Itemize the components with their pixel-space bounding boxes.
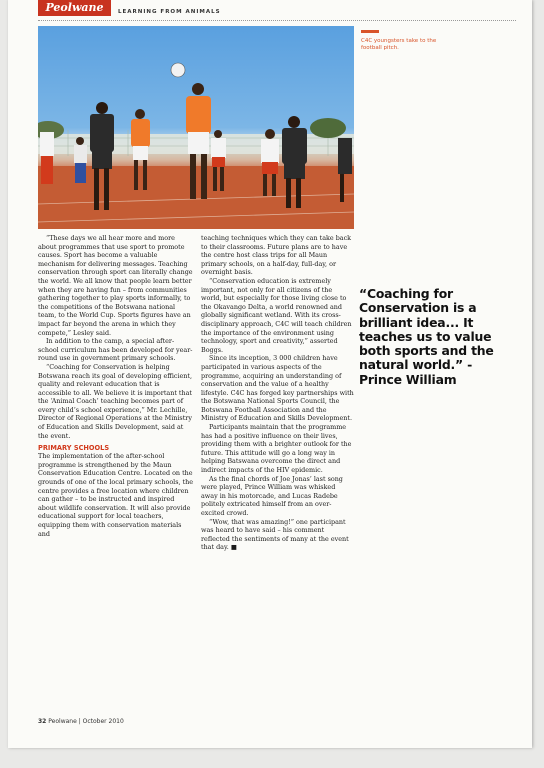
header-divider [38, 20, 516, 21]
caption-accent-bar [361, 30, 379, 33]
paragraph: As the final chords of Joe Jonas’ last song were played, Prince William was whisked away in his motorcade, and Lucas Radebe politely extricated himself from an over-excited crowd. [201, 474, 343, 517]
paragraph: teaching techniques which they can take back to their classrooms. Future plans are to have the centre host class trips for all Maun primary schools, on a half-day, full-day, or overnight basis. [201, 234, 352, 277]
page-number: 32 [38, 718, 47, 725]
article-column-1 [38, 234, 194, 538]
subheading-primary-schools: PRIMARY SCHOOLS [38, 444, 110, 453]
page-footer [38, 718, 124, 725]
football-photo [38, 26, 354, 229]
paragraph: Since its inception, 3 000 children have participated in various aspects of the programme, acquiring an understanding of conservation and the value of a healthy lifestyle. C4C has forged key partnerships with the Botswana National Sports Council, the Botswana Football Association and the Ministry of Education and Skills Development. [201, 354, 354, 423]
section-title: LEARNING FROM ANIMALS [118, 9, 221, 15]
photo-caption: C4C youngsters take to the football pitch. [361, 38, 437, 51]
publication-info: Peolwane | October 2010 [48, 718, 124, 725]
article-column-2 [201, 234, 354, 552]
paragraph: The implementation of the after-school programme is strengthened by the Maun Conservation Education Centre. Located on the grounds of one of the local primary schools, the centre provides a free location where children can gather – to be instructed and inspired about wildlife conservation. It will also provide educational support for local teachers, equipping them with conservation materials and [38, 452, 194, 538]
paragraph: “These days we all hear more and more about programmes that use sport to promote causes. Sport has become a valuable mechanism for delivering messages. Teaching conservation through sport can literally change the world. We all know that people learn better when they are having fun – from communities gathering together to play sports informally, to the competitions of the Botswana national team, to the World Cup. Sports figures have an impact far beyond the arena in which they compete,” Lesley said. [38, 234, 193, 337]
photo-illustration [38, 26, 354, 229]
paragraph: “Coaching for Conservation is helping Botswana reach its goal of developing efficient, quality and relevant education that is accessible to all. We believe it is important that the ‘Animal Coach’ teaching becomes part of every child’s school experience,” Mr. Lechille, Director of Regional Operations at the Ministry of Education and Skills Development, said at the event. [38, 362, 193, 440]
magazine-logo: Peolwane [38, 0, 111, 16]
paragraph: “Conservation education is extremely important, not only for all citizens of the world, but especially for those living close to the Okavango Delta, a world renowned and globally significant wetland. With its cross-disciplinary approach, C4C will teach children the importance of the environment using technology, sport and creativity,” asserted Boggs. [201, 276, 352, 354]
paragraph: In addition to the camp, a special after-school curriculum has been developed for year-round use in government primary schools. [38, 337, 193, 363]
paragraph: Participants maintain that the programme has had a positive influence on their lives, providing them with a brighter outlook for the future. This attitude will go a long way in helping Batswana overcome the direct and indirect impacts of the HIV epidemic. [201, 423, 352, 475]
pull-quote: “Coaching for Conservation is a brilliant idea... It teaches us to value both sports and the natural world.” - Prince William [359, 286, 494, 387]
paragraph: “Wow, that was amazing!” one participant was heard to have said – his comment reflected the sentiments of many at the event that day. ■ [201, 517, 349, 552]
